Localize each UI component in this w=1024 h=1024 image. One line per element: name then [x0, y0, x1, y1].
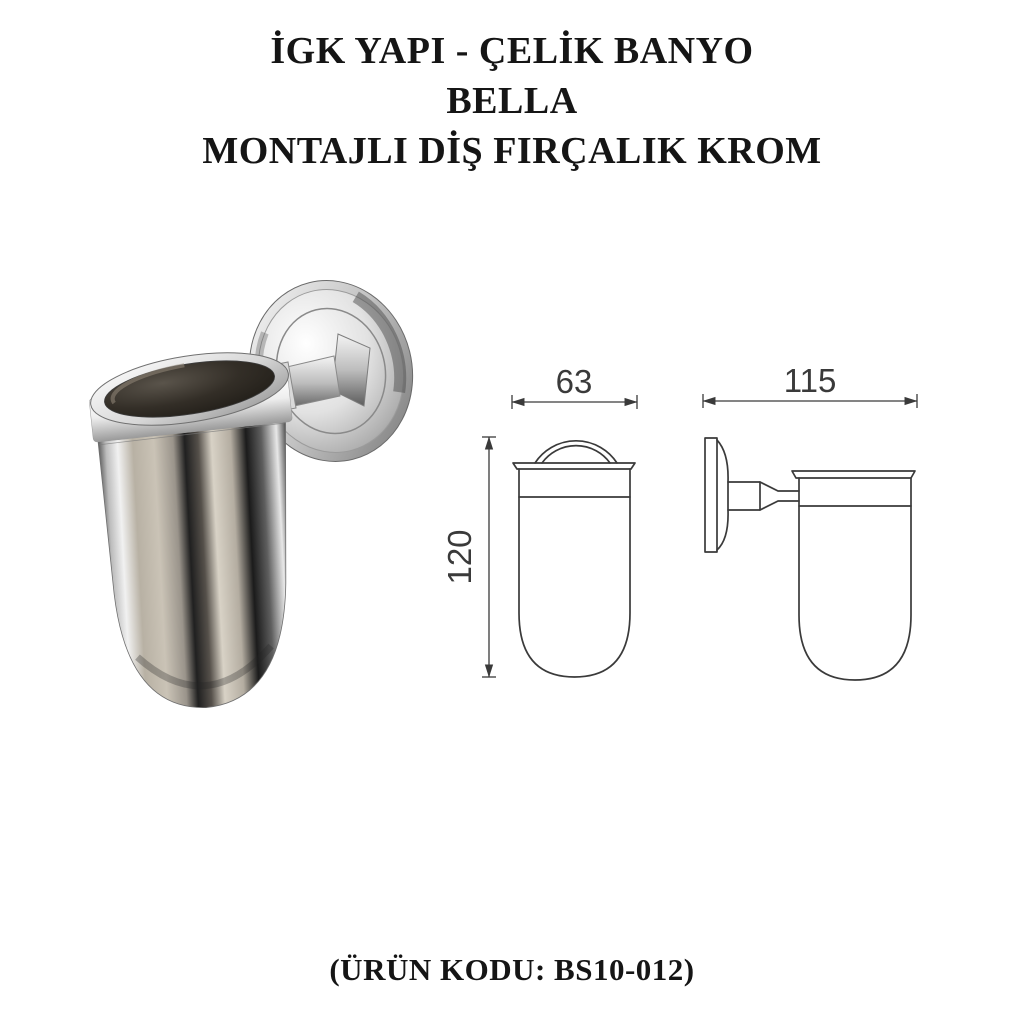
- cup-rim-front: [513, 463, 635, 469]
- title-line-brand: İGK YAPI - ÇELİK BANYO: [270, 30, 754, 72]
- technical-drawing: [440, 355, 940, 700]
- title-line-series: BELLA: [446, 80, 578, 122]
- depth-dimension-label: 115: [783, 362, 837, 399]
- rosette-arc-outer: [535, 441, 617, 463]
- cup-body-side: [799, 478, 911, 680]
- product-code: (ÜRÜN KODU: BS10-012): [329, 952, 695, 987]
- wall-plate-bar: [705, 438, 717, 552]
- product-photo: [80, 258, 480, 728]
- rosette-arc-inner: [542, 446, 610, 463]
- dimension-lines: [482, 394, 917, 677]
- tumbler-cup: [85, 340, 309, 713]
- title-line-product: MONTAJLI DİŞ FIRÇALIK KROM: [202, 130, 822, 172]
- wall-plate-profile: [717, 440, 728, 550]
- arm-neck: [760, 482, 799, 510]
- height-dimension-label: 120: [441, 529, 478, 585]
- width-dimension-label: 63: [555, 363, 593, 400]
- dimension-labels: [441, 362, 836, 585]
- product-code-block: [0, 952, 1024, 988]
- side-view-drawing: [705, 438, 915, 680]
- arm-collar: [728, 482, 760, 510]
- front-view-drawing: [513, 441, 635, 677]
- cup-body-front: [519, 469, 630, 677]
- cup-rim-side: [792, 471, 915, 478]
- title-block: [0, 26, 1024, 176]
